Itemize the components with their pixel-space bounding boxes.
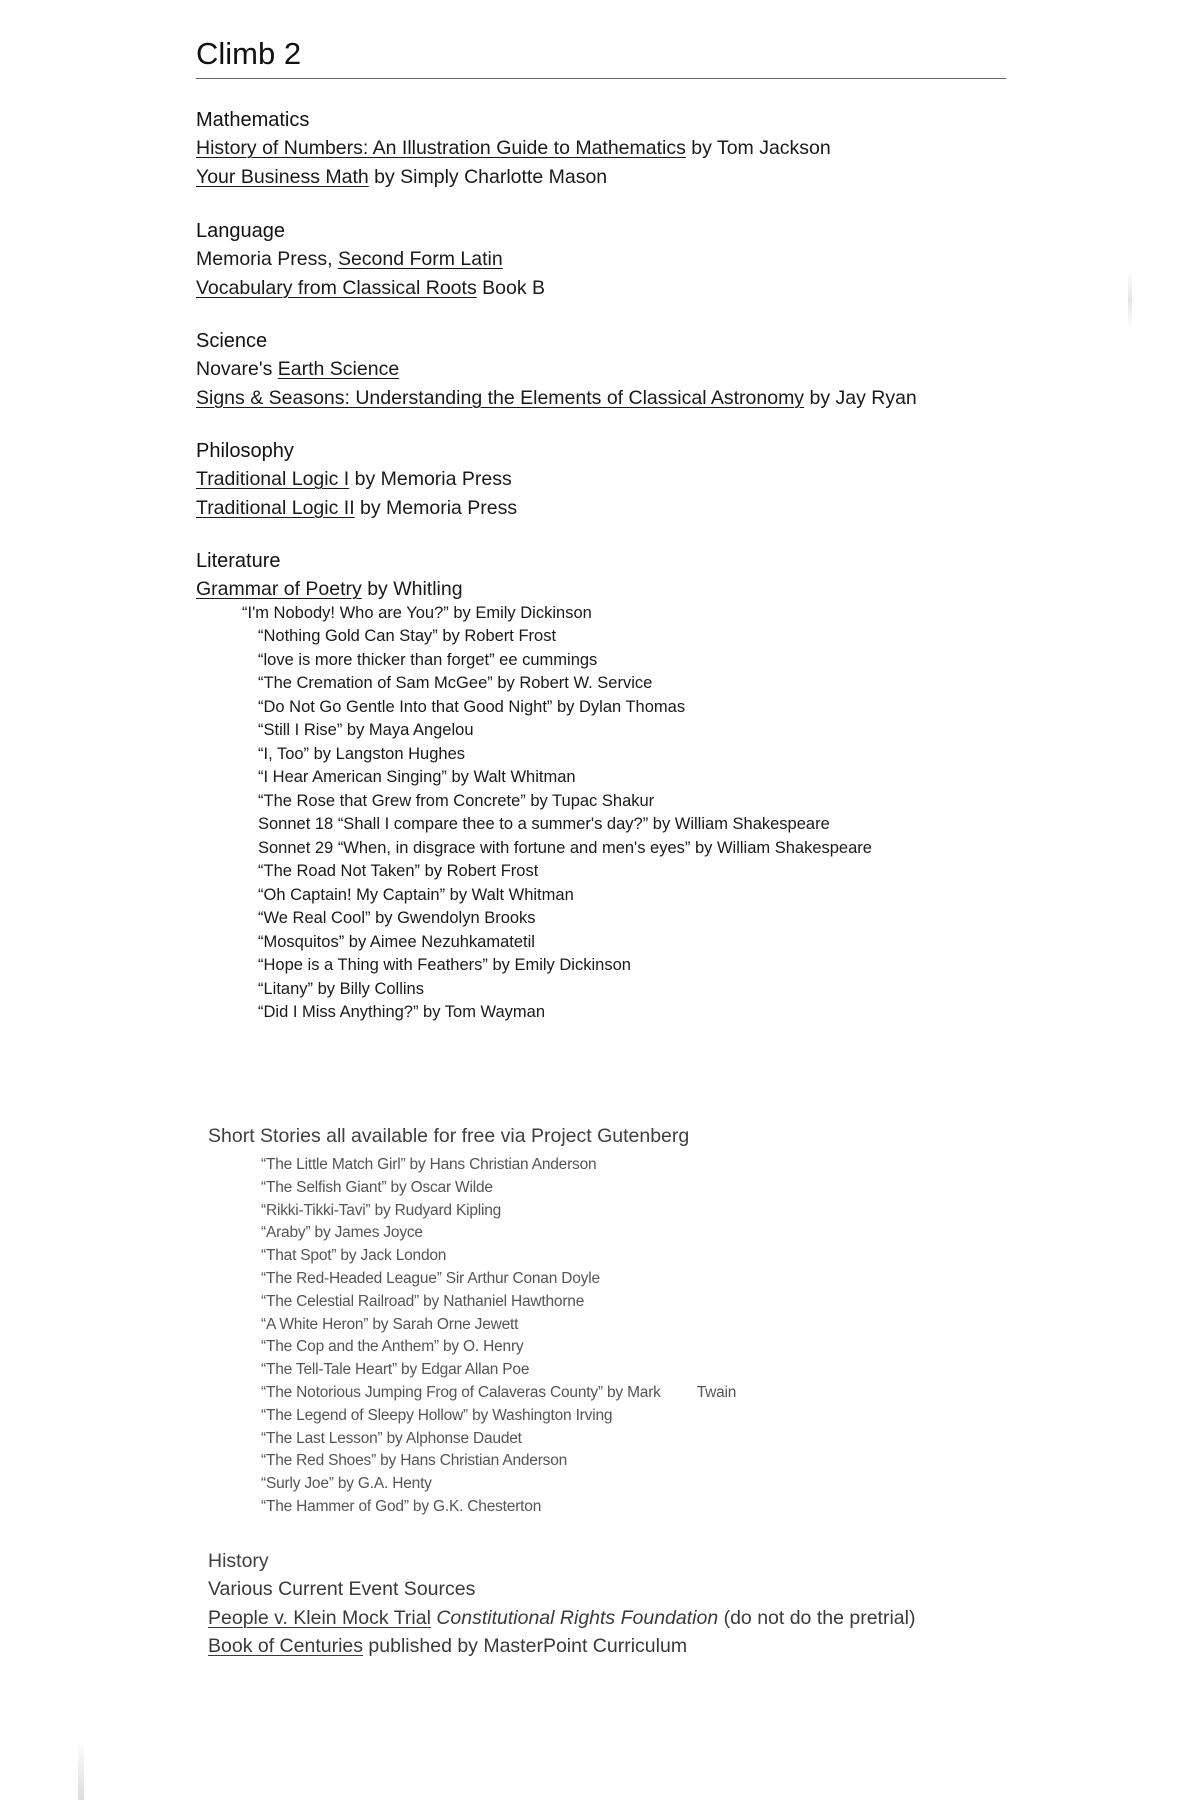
story-item — [261, 1496, 736, 1519]
literature-item — [196, 575, 872, 604]
story-text-continuation: Twain — [696, 1383, 737, 1401]
poem-item: “Litany” by Billy Collins — [258, 979, 424, 998]
book-author: by Memoria Press — [354, 496, 518, 519]
history-item: Various Current Event Sources — [208, 1578, 476, 1600]
scan-shadow — [78, 1740, 84, 1800]
poem-list — [258, 625, 872, 1025]
science-item — [196, 355, 917, 384]
story-item — [261, 1405, 736, 1428]
story-item — [261, 1336, 736, 1359]
story-text: “The Last Lesson” by Alphonse Daudet — [261, 1429, 522, 1447]
book-title-link[interactable]: Your Business Math — [196, 165, 369, 188]
story-item — [261, 1268, 736, 1291]
poem-item: “Still I Rise” by Maya Angelou — [258, 721, 474, 739]
book-author: by Whitling — [361, 578, 463, 600]
short-stories-section — [208, 1122, 736, 1519]
history-section — [208, 1547, 915, 1661]
short-stories-heading: Short Stories all available for free via Project Gutenberg — [208, 1125, 690, 1147]
publisher-text: Novare's — [196, 358, 278, 380]
story-text: “The Cop and the Anthem” by O. Henry — [261, 1338, 524, 1356]
science-heading: Science — [196, 330, 268, 352]
publisher-text: Memoria Press, — [196, 248, 338, 270]
book-author: by Tom Jackson — [685, 137, 831, 159]
story-item — [261, 1428, 736, 1451]
poem-item: “The Cremation of Sam McGee” by Robert W. Service — [258, 674, 653, 692]
story-text: “The Red Shoes” by Hans Christian Anderson — [261, 1452, 568, 1470]
book-detail: Book B — [476, 276, 545, 299]
poem-item: “love is more thicker than forget” ee cummings — [258, 650, 598, 669]
poem-item: “The Road Not Taken” by Robert Frost — [258, 862, 539, 880]
poem-item: “The Rose that Grew from Concrete” by Tupac Shakur — [258, 791, 655, 810]
story-item — [261, 1291, 736, 1314]
poem-item: “I, Too” by Langston Hughes — [258, 744, 465, 763]
publisher-text: Constitutional Rights Foundation — [436, 1606, 719, 1629]
story-item — [261, 1200, 736, 1223]
story-text: “The Tell-Tale Heart” by Edgar Allan Poe — [261, 1361, 530, 1379]
story-item — [261, 1359, 736, 1382]
poem-item: Sonnet 29 “When, in disgrace with fortune and men's eyes” by William Shakespeare — [258, 838, 872, 857]
story-text: “Surly Joe” by G.A. Henty — [261, 1475, 432, 1493]
story-text: “The Notorious Jumping Frog of Calaveras County” by Mark — [261, 1383, 661, 1401]
history-item — [208, 1604, 915, 1633]
book-title-link[interactable]: Earth Science — [277, 358, 400, 380]
book-title-link[interactable]: Traditional Logic I — [196, 468, 350, 490]
book-title-link[interactable]: History of Numbers: An Illustration Guide to Mathematics — [196, 137, 686, 159]
story-item — [261, 1245, 736, 1268]
story-list — [261, 1154, 736, 1519]
poem-item: “Do Not Go Gentle Into that Good Night” by Dylan Thomas — [258, 697, 686, 716]
history-heading: History — [208, 1550, 269, 1572]
book-author: by Jay Ryan — [804, 386, 917, 409]
science-section — [196, 327, 917, 412]
philosophy-item — [196, 465, 517, 494]
book-title-link[interactable]: Grammar of Poetry — [196, 578, 362, 600]
book-title-link[interactable]: People v. Klein Mock Trial — [208, 1606, 431, 1629]
story-item — [261, 1154, 736, 1177]
mathematics-section — [196, 106, 831, 191]
history-item — [208, 1632, 915, 1661]
book-title-link[interactable]: Second Form Latin — [337, 248, 503, 270]
mathematics-item — [196, 134, 831, 163]
story-item — [261, 1222, 736, 1245]
philosophy-heading: Philosophy — [196, 440, 294, 462]
story-item — [261, 1473, 736, 1496]
story-item — [261, 1450, 736, 1473]
mathematics-item — [196, 163, 831, 192]
language-heading: Language — [196, 220, 285, 242]
poem-item: “Hope is a Thing with Feathers” by Emily Dickinson — [258, 956, 631, 974]
book-author: by Simply Charlotte Mason — [368, 165, 608, 188]
story-text: “The Little Match Girl” by Hans Christian Anderson — [261, 1156, 597, 1173]
poem-item: “I Hear American Singing” by Walt Whitman — [258, 768, 576, 786]
story-text: “A White Heron” by Sarah Orne Jewett — [261, 1315, 519, 1333]
story-text: “The Celestial Railroad” by Nathaniel Hawthorne — [261, 1292, 585, 1310]
poem-item: “Did I Miss Anything?” by Tom Wayman — [258, 1003, 546, 1021]
story-text: “That Spot” by Jack London — [261, 1247, 447, 1265]
book-author: by Memoria Press — [349, 468, 512, 490]
literature-section — [196, 547, 872, 1025]
language-section — [196, 217, 545, 302]
note-text: (do not do the pretrial) — [718, 1606, 916, 1629]
scan-shadow — [1128, 270, 1132, 330]
book-title-link[interactable]: Book of Centuries — [208, 1635, 364, 1657]
story-item — [261, 1177, 736, 1200]
story-text: “The Legend of Sleepy Hollow” by Washington Irving — [261, 1406, 613, 1424]
book-detail: published by MasterPoint Curriculum — [363, 1635, 688, 1657]
literature-heading: Literature — [196, 550, 281, 572]
book-title-link[interactable]: Signs & Seasons: Understanding the Elements of Classical Astronomy — [196, 386, 805, 409]
story-text: “The Red-Headed League” Sir Arthur Conan Doyle — [261, 1269, 600, 1287]
poem-item: Sonnet 18 “Shall I compare thee to a summer's day?” by William Shakespeare — [258, 815, 830, 833]
story-text: “The Hammer of God” by G.K. Chesterton — [261, 1497, 542, 1515]
page-title: Climb 2 — [196, 34, 1006, 79]
philosophy-section — [196, 437, 517, 522]
story-text: “Araby” by James Joyce — [261, 1224, 423, 1242]
poem-item: “Mosquitos” by Aimee Nezuhkamatetil — [258, 932, 535, 951]
mathematics-heading: Mathematics — [196, 109, 310, 131]
book-title-link[interactable]: Traditional Logic II — [196, 496, 355, 519]
philosophy-item — [196, 494, 517, 523]
poem-item: “Nothing Gold Can Stay” by Robert Frost — [258, 627, 557, 645]
story-item — [261, 1382, 736, 1405]
poem-item: “Oh Captain! My Captain” by Walt Whitman — [258, 885, 574, 904]
story-item — [261, 1314, 736, 1337]
poem-item: “We Real Cool” by Gwendolyn Brooks — [258, 909, 536, 927]
story-text: “Rikki-Tikki-Tavi” by Rudyard Kipling — [261, 1201, 502, 1219]
science-item — [196, 384, 917, 413]
story-text: “The Selfish Giant” by Oscar Wilde — [261, 1178, 493, 1196]
book-title-link[interactable]: Vocabulary from Classical Roots — [196, 276, 477, 299]
poem-item: “I'm Nobody! Who are You?” by Emily Dickinson — [242, 603, 592, 622]
language-item — [196, 274, 545, 303]
language-item — [196, 245, 545, 274]
